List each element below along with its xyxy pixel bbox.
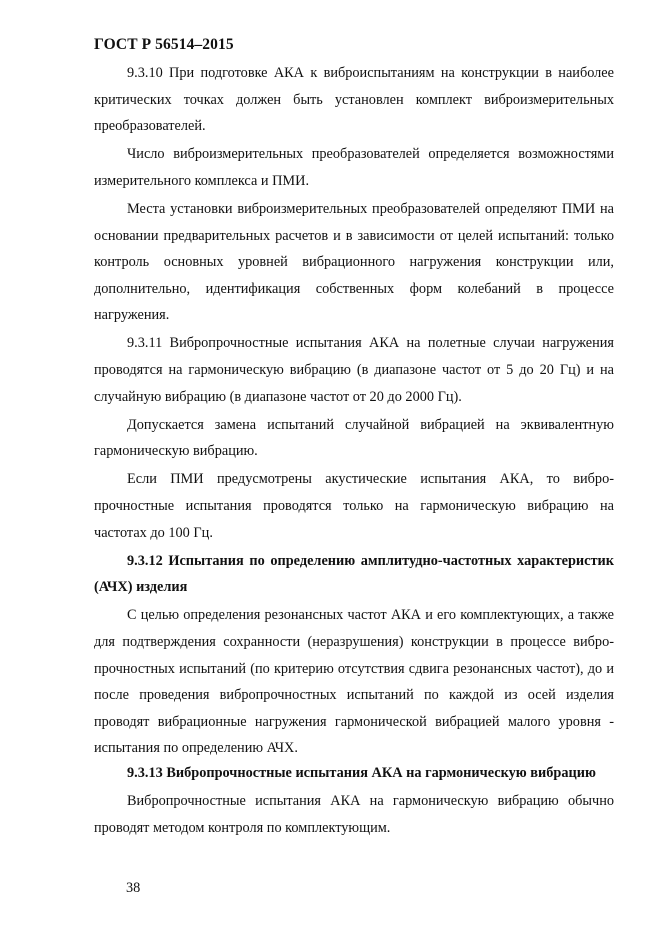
paragraph-9-3-11: 9.3.11 Вибропрочностные испытания АКА на полетные случаи нагружения проводятся на гармоническую вибрацию (в диапазоне частот от 5 до 20 Гц) и на случайную вибрацию (в диапазоне частот от 20 до 2000 Гц). [94, 335, 614, 405]
paragraph-resonance: С целью определения резонансных частот АКА и его комплектующих, а также для подтверждения сохранности (неразрушения) конструкции в процессе вибропрочностных испытаний (по критерию отсутствия сдвига резонансных частот), до и после проведения вибропрочностных испытаний по каждой из осей изделия проводят вибрационные нагружения гармонической вибрацией малого уровня - испытания по определению АЧХ. [94, 607, 614, 757]
document-header: ГОСТ Р 56514–2015 [94, 36, 234, 53]
paragraph-transducer-locations: Места установки виброизмерительных преобразователей определяют ПМИ на основании предварительных расчетов и в зависимости от целей испытаний: только контроль основных уровней вибрационного нагружения конструкции или, дополнительно, идентификация собственных форм колебаний в процессе нагружения. [94, 200, 614, 324]
paragraph-replacement: Допускается замена испытаний случайной вибрацией на эквивалентную гармоническую вибрацию. [94, 416, 614, 460]
page-number: 38 [126, 880, 141, 896]
document-body [94, 60, 614, 843]
section-heading-9-3-12: 9.3.12 Испытания по определению амплитудно-частотных характеристик (АЧХ) изделия [94, 552, 614, 596]
paragraph-9-3-10: 9.3.10 При подготовке АКА к виброиспытаниям на конструкции в наиболее критических точках должен быть установлен комплект виброизмерительных преобразователей. [94, 65, 614, 135]
paragraph-acoustic-tests: Если ПМИ предусмотрены акустические испытания АКА, то вибропрочностные испытания проводятся только на гармоническую вибрацию на частотах до 100 Гц. [94, 471, 614, 541]
section-heading-9-3-13: 9.3.13 Вибропрочностные испытания АКА на гармоническую вибрацию [127, 764, 596, 781]
paragraph-harmonic-method: Вибропрочностные испытания АКА на гармоническую вибрацию обычно проводят методом контроля по комплектующим. [94, 792, 614, 836]
paragraph-transducer-count: Число виброизмерительных преобразователей определяется возможностями измерительного комплекса и ПМИ. [94, 146, 614, 189]
